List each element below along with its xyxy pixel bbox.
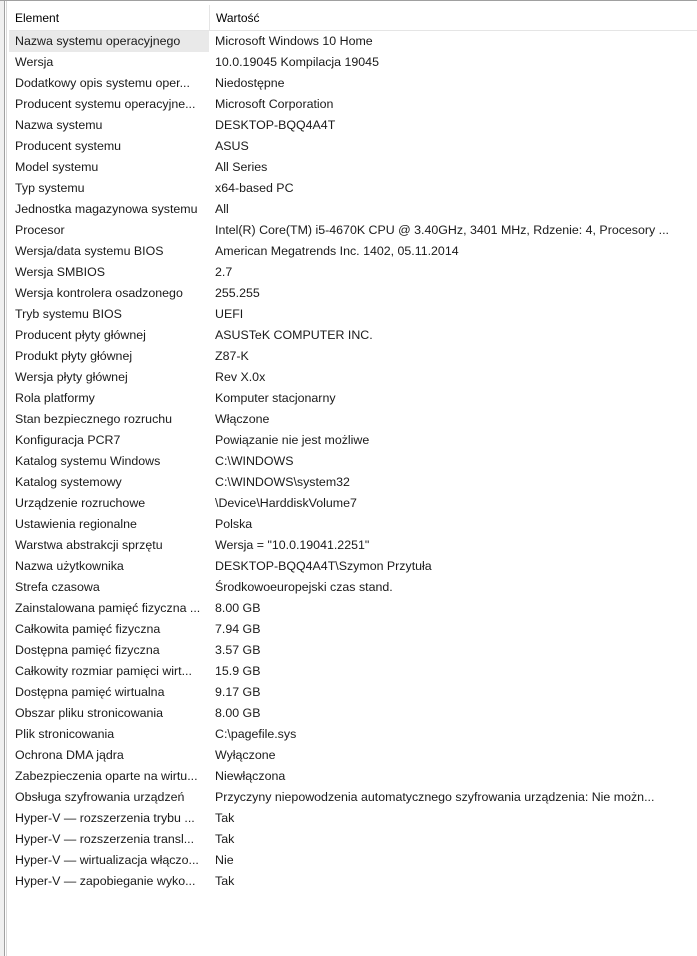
list-item[interactable] (9, 304, 697, 325)
item-element-name: Zainstalowana pamięć fizyczna ... (15, 601, 201, 615)
item-element-name: Nazwa systemu operacyjnego (9, 31, 209, 52)
item-element-name: Producent płyty głównej (15, 328, 146, 342)
list-item[interactable] (9, 241, 697, 262)
list-item[interactable] (9, 472, 697, 493)
list-item[interactable] (9, 451, 697, 472)
item-value: Włączone (215, 412, 270, 426)
item-value: Microsoft Windows 10 Home (215, 34, 373, 48)
list-header (9, 5, 697, 31)
item-element-name: Stan bezpiecznego rozruchu (15, 412, 173, 426)
list-item[interactable] (9, 619, 697, 640)
item-value: Komputer stacjonarny (215, 391, 336, 405)
item-value: Microsoft Corporation (215, 97, 334, 111)
item-value: C:\WINDOWS (215, 454, 294, 468)
list-item[interactable] (9, 178, 697, 199)
item-value: Niedostępne (215, 76, 285, 90)
list-item[interactable] (9, 220, 697, 241)
item-value: 3.57 GB (215, 643, 261, 657)
item-element-name: Tryb systemu BIOS (15, 307, 122, 321)
item-value: Wersja = "10.0.19041.2251" (215, 538, 370, 552)
item-value: 255.255 (215, 286, 260, 300)
list-item[interactable] (9, 52, 697, 73)
item-element-name: Rola platformy (15, 391, 95, 405)
list-item[interactable] (9, 598, 697, 619)
list-item[interactable] (9, 115, 697, 136)
item-value: 10.0.19045 Kompilacja 19045 (215, 55, 379, 69)
item-value: Niewłączona (215, 769, 286, 783)
item-value: Przyczyny niepowodzenia automatycznego szyfrowania urządzenia: Nie możn... (215, 790, 655, 804)
item-element-name: Dodatkowy opis systemu oper... (15, 76, 190, 90)
item-value: Środkowoeuropejski czas stand. (215, 580, 393, 594)
item-element-name: Strefa czasowa (15, 580, 100, 594)
item-element-name: Typ systemu (15, 181, 85, 195)
item-element-name: Dostępna pamięć wirtualna (15, 685, 165, 699)
item-value: DESKTOP-BQQ4A4T (215, 118, 336, 132)
list-item[interactable] (9, 493, 697, 514)
list-item[interactable] (9, 514, 697, 535)
list-item[interactable] (9, 850, 697, 871)
item-element-name: Procesor (15, 223, 65, 237)
item-element-name: Ustawienia regionalne (15, 517, 137, 531)
item-element-name: Nazwa systemu (15, 118, 103, 132)
list-item[interactable] (9, 199, 697, 220)
column-header-value[interactable]: Wartość (209, 5, 697, 31)
item-value: 2.7 (215, 265, 233, 279)
item-element-name: Ochrona DMA jądra (15, 748, 124, 762)
item-value: Tak (215, 874, 235, 888)
item-element-name: Warstwa abstrakcji sprzętu (15, 538, 163, 552)
item-value: American Megatrends Inc. 1402, 05.11.2014 (215, 244, 459, 258)
item-value: 8.00 GB (215, 706, 261, 720)
list-item[interactable] (9, 31, 697, 52)
item-value: ASUSTeK COMPUTER INC. (215, 328, 373, 342)
list-item[interactable] (9, 808, 697, 829)
list-item[interactable] (9, 535, 697, 556)
list-item[interactable] (9, 829, 697, 850)
item-element-name: Hyper-V — wirtualizacja włączo... (15, 853, 199, 867)
list-item[interactable] (9, 682, 697, 703)
item-value: ASUS (215, 139, 249, 153)
item-element-name: Nazwa użytkownika (15, 559, 124, 573)
item-element-name: Zabezpieczenia oparte na wirtu... (15, 769, 198, 783)
list-item[interactable] (9, 556, 697, 577)
list-item[interactable] (9, 346, 697, 367)
item-element-name: Urządzenie rozruchowe (15, 496, 146, 510)
item-value: Z87-K (215, 349, 249, 363)
item-value: All (215, 202, 229, 216)
item-value: DESKTOP-BQQ4A4T\Szymon Przytuła (215, 559, 432, 573)
item-value: C:\WINDOWS\system32 (215, 475, 350, 489)
item-value: 9.17 GB (215, 685, 261, 699)
item-value: Tak (215, 811, 235, 825)
list-item[interactable] (9, 136, 697, 157)
item-element-name: Wersja kontrolera osadzonego (15, 286, 183, 300)
list-item[interactable] (9, 430, 697, 451)
item-element-name: Wersja płyty głównej (15, 370, 128, 384)
list-item[interactable] (9, 73, 697, 94)
item-element-name: Producent systemu (15, 139, 122, 153)
item-element-name: Wersja (15, 55, 54, 69)
item-element-name: Całkowita pamięć fizyczna (15, 622, 161, 636)
item-element-name: Obszar pliku stronicowania (15, 706, 164, 720)
list-item[interactable] (9, 661, 697, 682)
system-info-list[interactable] (9, 5, 697, 892)
list-item[interactable] (9, 577, 697, 598)
item-value: Intel(R) Core(TM) i5-4670K CPU @ 3.40GHz, 3401 MHz, Rdzenie: 4, Procesory ... (215, 223, 669, 237)
item-element-name: Wersja/data systemu BIOS (15, 244, 164, 258)
list-item[interactable] (9, 787, 697, 808)
list-item[interactable] (9, 262, 697, 283)
item-element-name: Hyper-V — rozszerzenia trybu ... (15, 811, 195, 825)
item-value: 15.9 GB (215, 664, 261, 678)
item-value: C:\pagefile.sys (215, 727, 297, 741)
list-item[interactable] (9, 745, 697, 766)
item-element-name: Dostępna pamięć fizyczna (15, 643, 160, 657)
list-item[interactable] (9, 367, 697, 388)
item-element-name: Produkt płyty głównej (15, 349, 133, 363)
list-item[interactable] (9, 388, 697, 409)
item-value: Nie (215, 853, 234, 867)
item-element-name: Wersja SMBIOS (15, 265, 105, 279)
list-item[interactable] (9, 283, 697, 304)
item-value: x64-based PC (215, 181, 294, 195)
item-element-name: Całkowity rozmiar pamięci wirt... (15, 664, 192, 678)
item-value: 8.00 GB (215, 601, 261, 615)
list-item[interactable] (9, 157, 697, 178)
item-element-name: Katalog systemu Windows (15, 454, 161, 468)
list-item[interactable] (9, 640, 697, 661)
item-value: 7.94 GB (215, 622, 261, 636)
list-item[interactable] (9, 325, 697, 346)
item-element-name: Producent systemu operacyjne... (15, 97, 196, 111)
list-item[interactable] (9, 409, 697, 430)
item-element-name: Hyper-V — zapobieganie wyko... (15, 874, 196, 888)
item-value: Polska (215, 517, 253, 531)
list-item[interactable] (9, 871, 697, 892)
list-item[interactable] (9, 766, 697, 787)
item-value: Tak (215, 832, 235, 846)
item-element-name: Konfiguracja PCR7 (15, 433, 121, 447)
item-value: Rev X.0x (215, 370, 266, 384)
item-value: \Device\HarddiskVolume7 (215, 496, 357, 510)
item-element-name: Katalog systemowy (15, 475, 122, 489)
list-item[interactable] (9, 724, 697, 745)
item-value: Powiązanie nie jest możliwe (215, 433, 370, 447)
item-element-name: Model systemu (15, 160, 99, 174)
item-value: UEFI (215, 307, 244, 321)
list-rows (9, 31, 697, 892)
item-element-name: Hyper-V — rozszerzenia transl... (15, 832, 195, 846)
list-item[interactable] (9, 94, 697, 115)
item-element-name: Jednostka magazynowa systemu (15, 202, 198, 216)
item-value: Wyłączone (215, 748, 276, 762)
item-value: All Series (215, 160, 268, 174)
splitter[interactable] (5, 1, 7, 956)
list-item[interactable] (9, 703, 697, 724)
item-element-name: Obsługa szyfrowania urządzeń (15, 790, 185, 804)
column-header-element[interactable]: Element (15, 11, 60, 25)
item-element-name: Plik stronicowania (15, 727, 115, 741)
